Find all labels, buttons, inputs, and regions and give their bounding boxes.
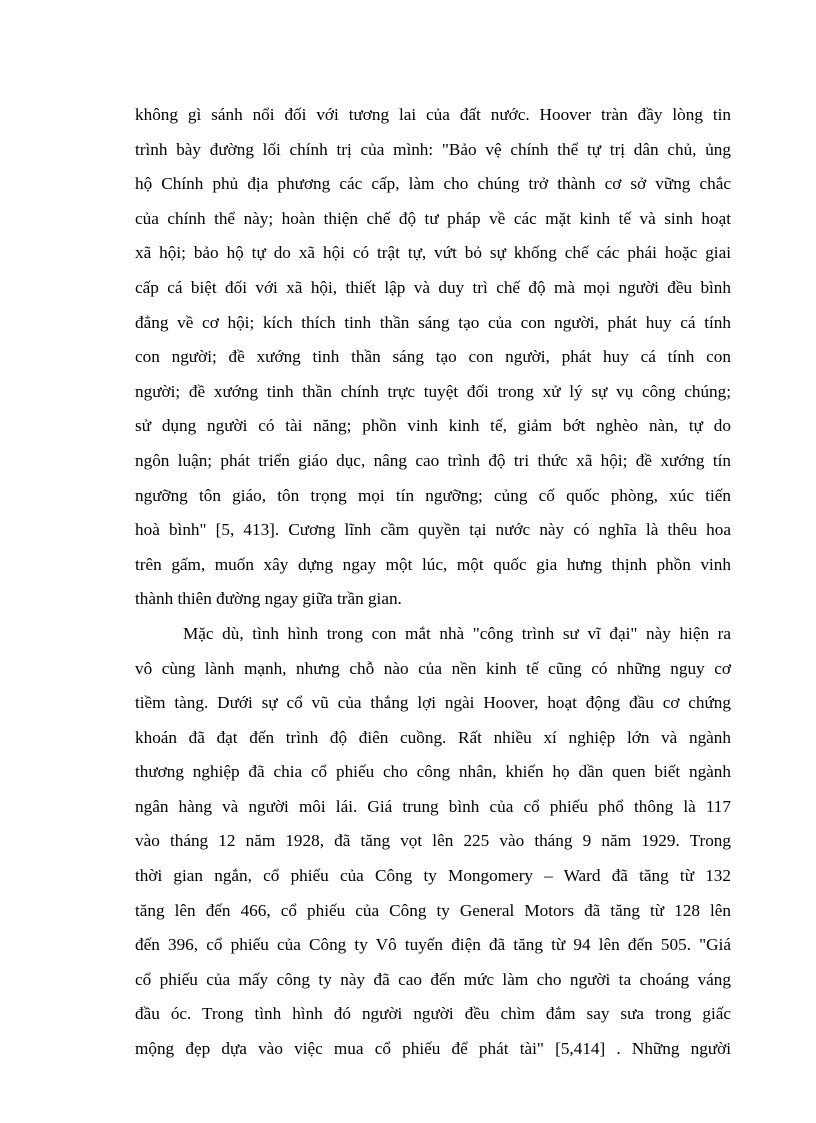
text-line: vào tháng 12 năm 1928, đã tăng vọt lên 225 vào tháng 9 năm 1929. Trong xyxy=(135,831,731,851)
text-line: khoán đã đạt đến trình độ điên cuồng. Rất nhiều xí nghiệp lớn và ngành xyxy=(135,727,731,747)
text-line: vô cùng lành mạnh, nhưng chỗ nào của nền kinh tế cũng có những nguy cơ xyxy=(135,658,731,678)
text-line: đẳng về cơ hội; kích thích tinh thần sáng tạo của con người, phát huy cá tính xyxy=(135,312,731,332)
text-line: tăng lên đến 466, cổ phiếu của Công ty General Motors đã tăng từ 128 lên xyxy=(135,900,731,920)
text-line: sử dụng người có tài năng; phồn vinh kinh tế, giảm bớt nghèo nàn, tự do xyxy=(135,416,731,436)
text-line: không gì sánh nổi đối với tương lai của đất nước. Hoover tràn đầy lòng tin xyxy=(135,105,731,124)
paragraph-end-line: thành thiên đường ngay giữa trần gian. xyxy=(135,589,402,609)
text-line: cổ phiếu của mấy công ty này đã cao đến mức làm cho người ta choáng váng xyxy=(135,969,731,989)
text-line: cấp cá biệt đối với xã hội, thiết lập và duy trì chế độ mà mọi người đều bình xyxy=(135,277,731,297)
paragraph-first-line: Mặc dù, tình hình trong con mắt nhà "công trình sư vĩ đại" này hiện ra xyxy=(183,623,731,643)
text-line: đầu óc. Trong tình hình đó người người đều chìm đắm say sưa trong giấc xyxy=(135,1004,731,1024)
text-line: tiềm tàng. Dưới sự cổ vũ của thắng lợi ngài Hoover, hoạt động đầu cơ chứng xyxy=(135,693,731,713)
text-line: người; đề xướng tinh thần chính trực tuyệt đối trong xử lý sự vụ công chúng; xyxy=(135,381,731,401)
document-body xyxy=(135,98,731,1067)
text-line: ngôn luận; phát triển giáo dục, nâng cao trình độ tri thức xã hội; đề xướng tín xyxy=(135,450,731,470)
text-line: đến 396, cổ phiếu của Công ty Vô tuyến điện đã tăng từ 94 lên đến 505. "Giá xyxy=(135,935,731,955)
text-line: ngưỡng tôn giáo, tôn trọng mọi tín ngưỡng; củng cố quốc phòng, xúc tiến xyxy=(135,485,731,505)
text-line: trình bày đường lối chính trị của mình: "Bảo vệ chính thể tự trị dân chủ, ủng xyxy=(135,139,731,159)
text-line: thời gian ngắn, cổ phiếu của Công ty Mongomery – Ward đã tăng từ 132 xyxy=(135,866,731,886)
text-line: con người; đề xướng tinh thần sáng tạo con người, phát huy cá tính con xyxy=(135,347,731,367)
text-line: thương nghiệp đã chia cổ phiếu cho công nhân, khiến họ dần quen biết ngành xyxy=(135,762,731,782)
text-line: mộng đẹp dựa vào việc mua cổ phiếu để phát tài" [5,414] . Những người xyxy=(135,1039,731,1059)
text-line: của chính thể này; hoàn thiện chế độ tư pháp về các mặt kinh tế và sinh hoạt xyxy=(135,208,731,228)
text-line: xã hội; bảo hộ tự do xã hội có trật tự, vứt bỏ sự khống chế các phái hoặc giai xyxy=(135,243,731,263)
text-line: trên gấm, muốn xây dựng ngay một lúc, một quốc gia hưng thịnh phồn vinh xyxy=(135,554,731,574)
text-line: ngân hàng và người môi lái. Giá trung bình của cổ phiếu phổ thông là 117 xyxy=(135,796,731,816)
text-line: hộ Chính phủ địa phương các cấp, làm cho chúng trở thành cơ sở vững chắc xyxy=(135,174,731,194)
text-line: hoà bình" [5, 413]. Cương lĩnh cầm quyền tại nước này có nghĩa là thêu hoa xyxy=(135,520,731,540)
